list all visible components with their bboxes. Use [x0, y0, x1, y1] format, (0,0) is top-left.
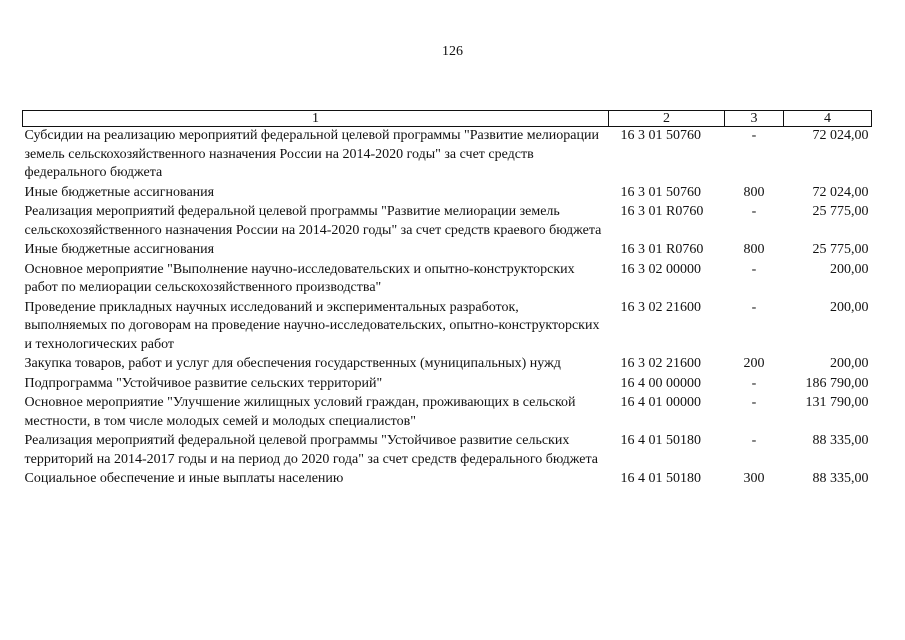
row-amount: 72 024,00: [812, 128, 869, 143]
row-name: Иные бюджетные ассигнования: [24, 242, 215, 257]
row-name: Реализация мероприятий федеральной целевой программы "Развитие мелиорации земель сельскохозяйственного назначения России на 2014-2020 годы" за счет средств краевого бюджета: [24, 204, 602, 238]
header-col-1: 1: [23, 111, 609, 127]
table-row: [23, 203, 872, 241]
row-expense-type: 800: [743, 184, 765, 200]
row-expense-type: -: [751, 128, 757, 143]
row-expense-type: -: [751, 395, 757, 410]
row-code: 16 4 01 00000: [620, 395, 701, 410]
row-code: 16 3 01 R0760: [620, 204, 704, 219]
row-code: 16 3 01 50760: [620, 128, 701, 143]
row-code: 16 3 02 00000: [620, 261, 701, 277]
row-name: Реализация мероприятий федеральной целевой программы "Устойчивое развитие сельских территорий на 2014-2017 годы и на период до 2020 года" за счет средств федерального бюджета: [24, 433, 599, 467]
row-name: Основное мероприятие "Улучшение жилищных условий граждан, проживающих в сельской местности, в том числе молодых семей и молодых специалистов": [24, 395, 576, 429]
row-amount: 88 335,00: [812, 471, 869, 486]
table-row: [23, 375, 872, 395]
row-amount: 200,00: [830, 356, 869, 371]
row-code: 16 4 00 00000: [620, 375, 701, 391]
header-col-3: 3: [725, 111, 784, 127]
row-code: 16 3 02 21600: [620, 299, 701, 315]
table-row: [23, 355, 872, 375]
row-name: Закупка товаров, работ и услуг для обеспечения государственных (муниципальных) нужд: [24, 356, 561, 371]
table-body: [23, 127, 872, 490]
table-row: [23, 241, 872, 261]
row-name: Иные бюджетные ассигнования: [24, 184, 215, 200]
row-code: 16 4 01 50180: [620, 471, 701, 486]
row-name: Субсидии на реализацию мероприятий федеральной целевой программы "Развитие мелиорации земель сельскохозяйственного назначения России на 2014-2020 годы" за счет средств федерального бюджета: [24, 128, 599, 180]
row-amount: 200,00: [830, 261, 869, 277]
row-expense-type: -: [751, 261, 757, 277]
table-row: [23, 470, 872, 490]
table-row: [23, 394, 872, 432]
row-amount: 72 024,00: [812, 184, 869, 200]
row-amount: 131 790,00: [805, 395, 869, 410]
budget-table: [22, 110, 872, 490]
row-amount: 200,00: [830, 299, 869, 315]
header-col-2: 2: [609, 111, 725, 127]
row-name: Основное мероприятие "Выполнение научно-исследовательских и опытно-конструкторских работ по мелиорации сельскохозяйственного производства": [24, 261, 575, 295]
row-amount: 25 775,00: [812, 204, 869, 219]
row-expense-type: -: [751, 375, 757, 391]
row-name: Проведение прикладных научных исследований и экспериментальных разработок, выполняемых по договорам на проведение научно-исследовательских, опытно-конструкторских и технологических работ: [24, 299, 600, 352]
row-expense-type: -: [751, 204, 757, 219]
header-row: [23, 111, 872, 127]
header-col-4: 4: [784, 111, 872, 127]
row-code: 16 3 02 21600: [620, 356, 701, 371]
table-row: [23, 299, 872, 356]
row-name: Социальное обеспечение и иные выплаты населению: [24, 471, 344, 486]
table-row: [23, 261, 872, 299]
row-amount: 88 335,00: [812, 433, 869, 448]
row-amount: 186 790,00: [805, 375, 869, 391]
row-expense-type: 200: [743, 356, 765, 371]
row-expense-type: -: [751, 299, 757, 315]
table-row: [23, 184, 872, 204]
table-header: [23, 111, 872, 127]
table-row: [23, 432, 872, 470]
row-amount: 25 775,00: [812, 242, 869, 257]
table-row: [23, 127, 872, 184]
page-number: 126: [442, 44, 463, 59]
row-expense-type: -: [751, 433, 757, 448]
row-code: 16 3 01 50760: [620, 184, 701, 200]
row-expense-type: 800: [743, 242, 765, 257]
row-code: 16 3 01 R0760: [620, 242, 704, 257]
row-expense-type: 300: [743, 471, 765, 486]
row-code: 16 4 01 50180: [620, 433, 701, 448]
row-name: Подпрограмма "Устойчивое развитие сельских территорий": [24, 375, 383, 391]
